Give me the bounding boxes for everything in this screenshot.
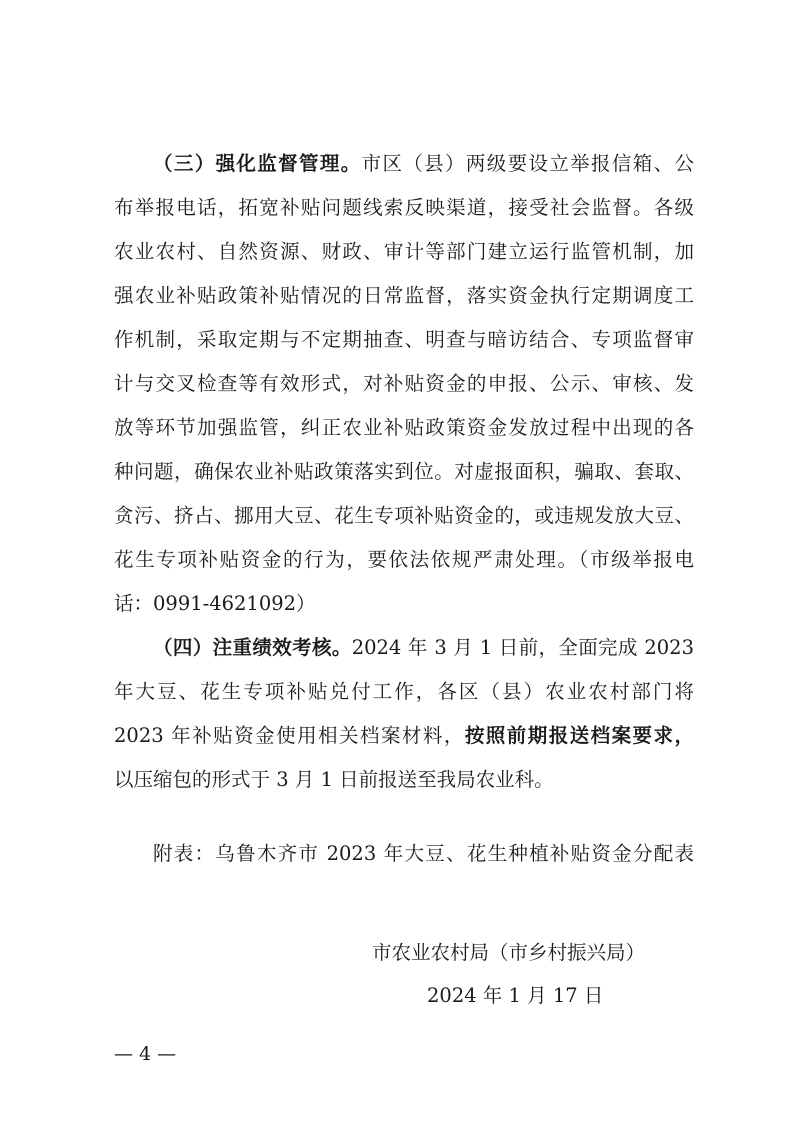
section3-line-3: 农业农村、自然资源、财政、审计等部门建立运行监管机制，加 [114, 240, 694, 263]
section4-line-3 [114, 724, 694, 748]
section3-line-9: 贪污、挤占、挪用大豆、花生专项补贴资金的，或违规发放大豆、 [114, 504, 694, 527]
section3-line-8: 种问题，确保农业补贴政策落实到位。对虚报面积，骗取、套取、 [114, 460, 694, 483]
section4-line-2: 年大豆、花生专项补贴兑付工作，各区（县）农业农村部门将 [114, 680, 694, 703]
signature-date: 2024 年 1 月 17 日 [427, 984, 604, 1007]
section4-line-3-bold: 按照前期报送档案要求， [464, 724, 694, 747]
signature-org: 市农业农村局（市乡村振兴局） [372, 941, 646, 964]
section3-line-5: 作机制，采取定期与不定期抽查、明查与暗访结合、专项监督审 [114, 328, 694, 351]
section3-line-6: 计与交叉检查等有效形式，对补贴资金的申报、公示、审核、发 [114, 372, 694, 395]
section3-line-1 [153, 152, 694, 176]
section4-line-1-text: 2024 年 3 月 1 日前，全面完成 2023 [351, 636, 694, 659]
section3-line-1-text: 市区（县）两级要设立举报信箱、公 [361, 152, 694, 175]
section4-line-3-text: 2023 年补贴资金使用相关档案材料， [114, 724, 465, 747]
section3-line-10: 花生专项补贴资金的行为，要依法依规严肃处理。（市级举报电 [114, 548, 694, 571]
section4-heading: （四）注重绩效考核。 [153, 636, 352, 659]
section4-line-4: 以压缩包的形式于 3 月 1 日前报送至我局农业科。 [114, 768, 554, 791]
attachment-line: 附表：乌鲁木齐市 2023 年大豆、花生种植补贴资金分配表 [153, 842, 694, 865]
section3-line-4: 强农业补贴政策补贴情况的日常监督，落实资金执行定期调度工 [114, 284, 694, 307]
section3-line-11: 话：0991-4621092） [114, 592, 316, 615]
page-number: — 4 — [114, 1043, 177, 1065]
section3-heading: （三）强化监督管理。 [153, 152, 362, 175]
section4-line-1 [153, 636, 694, 660]
section3-line-2: 布举报电话，拓宽补贴问题线索反映渠道，接受社会监督。各级 [114, 196, 694, 219]
section3-line-7: 放等环节加强监管，纠正农业补贴政策资金发放过程中出现的各 [114, 416, 694, 439]
